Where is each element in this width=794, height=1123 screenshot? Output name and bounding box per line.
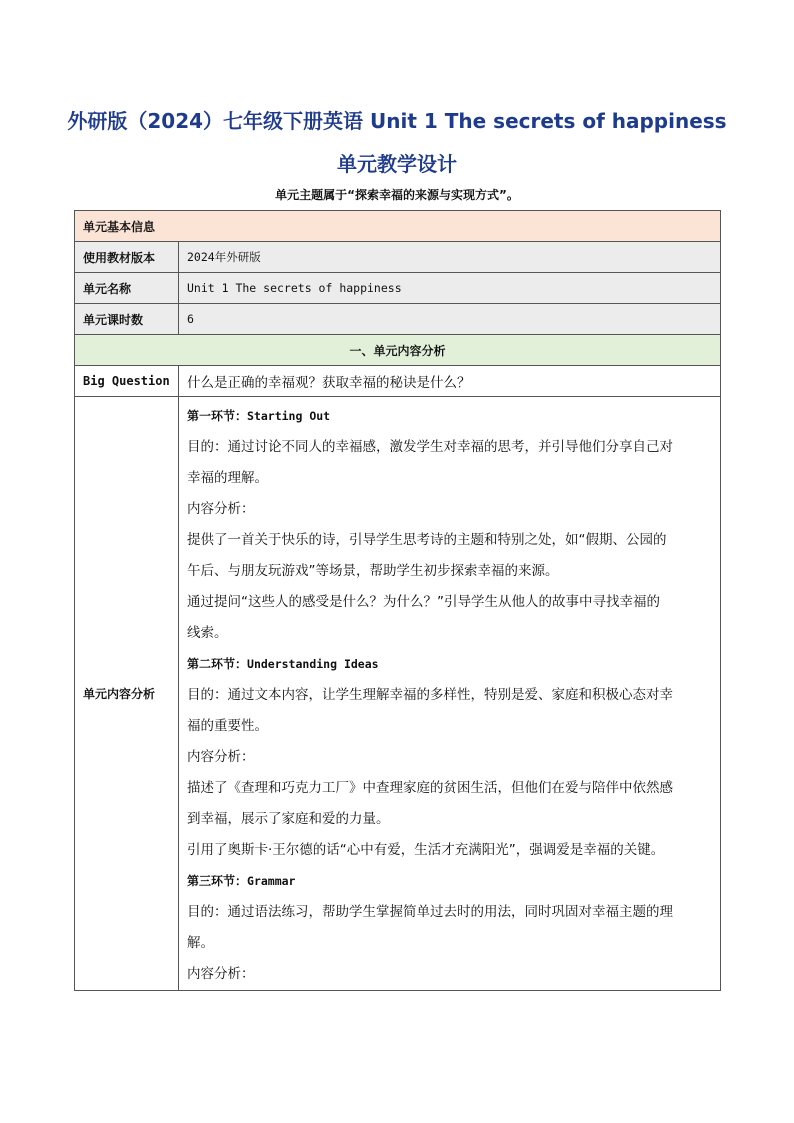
analysis-line: 线索。 (187, 625, 228, 641)
periods-value: 6 (179, 304, 721, 335)
analysis-line: 描述了《查理和巧克力工厂》中查理家庭的贫困生活，但他们在爱与陪伴中依然感 (187, 780, 673, 796)
periods-label: 单元课时数 (75, 304, 179, 335)
section-heading-en: Starting Out (247, 409, 331, 423)
analysis-line: 内容分析： (187, 501, 255, 517)
edition-label: 使用教材版本 (75, 242, 179, 273)
unit-name-label: 单元名称 (75, 273, 179, 304)
analysis-line: 引用了奥斯卡·王尔德的话“心中有爱，生活才充满阳光”，强调爱是幸福的关键。 (187, 842, 665, 858)
section-heading (187, 649, 712, 680)
analysis-line: 幸福的理解。 (187, 470, 268, 486)
section1-header: 一、单元内容分析 (75, 335, 721, 366)
analysis-row (75, 397, 721, 991)
document-title-line1: 外研版（2024）七年级下册英语 Unit 1 The secrets of happiness (67, 109, 727, 133)
edition-value: 2024年外研版 (179, 242, 721, 273)
basic-info-header: 单元基本信息 (75, 211, 721, 242)
analysis-line: 目的：通过讨论不同人的幸福感，激发学生对幸福的思考，并引导他们分享自己对 (187, 439, 673, 455)
section-heading (187, 401, 712, 432)
analysis-line: 到幸福，展示了家庭和爱的力量。 (187, 811, 390, 827)
document-subtitle: 单元主题属于“探索幸福的来源与实现方式”。 (275, 188, 519, 202)
periods-row (75, 304, 721, 335)
analysis-label: 单元内容分析 (75, 397, 179, 991)
edition-row (75, 242, 721, 273)
unit-name-row (75, 273, 721, 304)
section-heading-en: Grammar (247, 874, 296, 888)
big-question-value: 什么是正确的幸福观？获取幸福的秘诀是什么？ (179, 366, 721, 397)
analysis-line: 目的：通过文本内容，让学生理解幸福的多样性，特别是爱、家庭和积极心态对幸 (187, 687, 673, 703)
section-heading-en: Understanding Ideas (247, 657, 379, 671)
analysis-line: 福的重要性。 (187, 718, 268, 734)
document-title-line2: 单元教学设计 (337, 152, 457, 176)
analysis-line: 提供了一首关于快乐的诗，引导学生思考诗的主题和特别之处，如“假期、公园的 (187, 532, 667, 548)
analysis-line: 内容分析： (187, 966, 255, 982)
analysis-line: 午后、与朋友玩游戏”等场景，帮助学生初步探索幸福的来源。 (187, 563, 559, 579)
big-question-row (75, 366, 721, 397)
basic-info-row (75, 211, 721, 242)
analysis-line: 通过提问“这些人的感受是什么？为什么？”引导学生从他人的故事中寻找幸福的 (187, 594, 660, 610)
unit-design-table (74, 210, 721, 991)
section-heading-cn: 第三环节： (187, 874, 248, 888)
big-question-label: Big Question (75, 366, 179, 397)
unit-name-value: Unit 1 The secrets of happiness (179, 273, 721, 304)
analysis-line: 解。 (187, 935, 214, 951)
section-heading-cn: 第一环节： (187, 409, 248, 423)
analysis-line: 内容分析： (187, 749, 255, 765)
section1-row (75, 335, 721, 366)
analysis-content (179, 397, 721, 991)
analysis-line: 目的：通过语法练习，帮助学生掌握简单过去时的用法，同时巩固对幸福主题的理 (187, 904, 673, 920)
section-heading-cn: 第二环节： (187, 657, 248, 671)
section-heading (187, 866, 712, 897)
